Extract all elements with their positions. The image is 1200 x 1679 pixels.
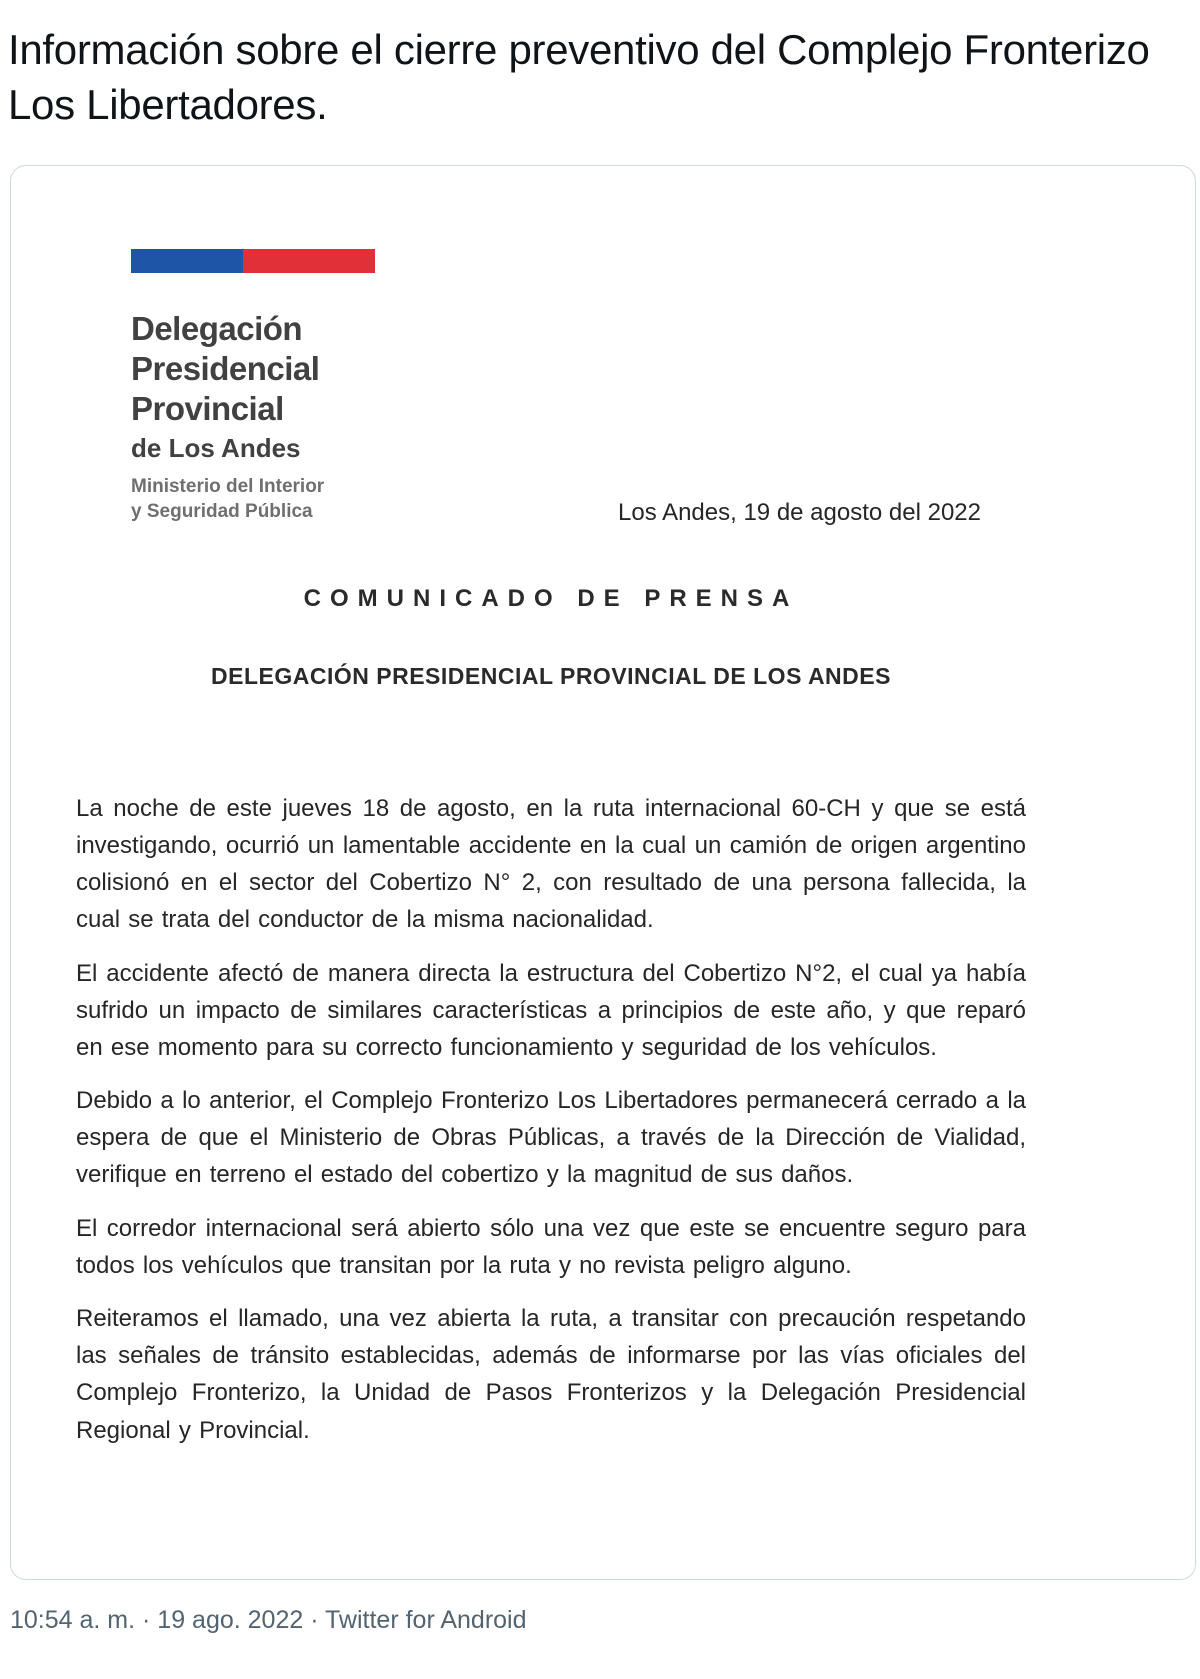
tweet-text: Información sobre el cierre preventivo del Complejo Fronterizo Los Libertadores.: [8, 26, 1150, 129]
document-dateline: Los Andes, 19 de agosto del 2022: [618, 498, 981, 526]
flag-blue-segment: [131, 249, 243, 273]
logo-title-line: Presidencial: [131, 349, 320, 387]
document-paragraph: Reiteramos el llamado, una vez abierta la ruta, a transitar con precaución respetando las señales de tránsito establecidas, además de informarse por las vías oficiales del Complejo Fronterizo, la Unidad de Pasos Fronterizos y la Delegación Presidencial Regional y Provincial.: [76, 1305, 1026, 1444]
tweet-media-card[interactable]: [10, 165, 1196, 1580]
document-paragraph: Debido a lo anterior, el Complejo Fronterizo Los Libertadores permanecerá cerrado a la espera de que el Ministerio de Obras Públicas, a través de la Dirección de Vialidad, verifique en terreno el estado del cobertizo y la magnitud de sus daños.: [76, 1087, 1026, 1189]
flag-red-segment: [243, 249, 375, 273]
logo-title-line: Provincial: [131, 389, 284, 427]
document-paragraphs: [76, 790, 1026, 1449]
document-paragraph: La noche de este jueves 18 de agosto, en la ruta internacional 60-CH y que se está investigando, ocurrió un lamentable accidente en la cual un camión de origen argentino colisionó en el sector del Cobertizo N° 2, con resultado de una persona fallecida, la cual se trata del conductor de la misma nacionalidad.: [76, 794, 1026, 934]
chile-flag-bar-icon: [131, 249, 375, 273]
document-heading-secondary: DELEGACIÓN PRESIDENCIAL PROVINCIAL DE LOS ANDES: [211, 662, 891, 689]
logo-title-line: Delegación: [131, 309, 303, 347]
ministry-line: Ministerio del Interior: [131, 475, 325, 497]
ministry-line: y Seguridad Pública: [131, 500, 313, 522]
logo-title: [131, 309, 1026, 429]
press-release-document: [11, 166, 1195, 1449]
logo-subtitle: de Los Andes: [131, 432, 301, 463]
document-paragraph: El accidente afectó de manera directa la estructura del Cobertizo N°2, el cual ya había sufrido un impacto de similares características a principios de este año, y que reparó en ese momento para su correcto funcionamiento y seguridad de los vehículos.: [76, 959, 1026, 1061]
document-paragraph: El corredor internacional será abierto sólo una vez que este se encuentre seguro para todos los vehículos que transitan por la ruta y no revista peligro alguno.: [76, 1214, 1026, 1279]
document-heading-primary: COMUNICADO DE PRENSA: [303, 584, 799, 612]
government-logo: [131, 249, 1026, 524]
tweet-timestamp: 10:54 a. m. · 19 ago. 2022 · Twitter for Android: [10, 1605, 527, 1634]
